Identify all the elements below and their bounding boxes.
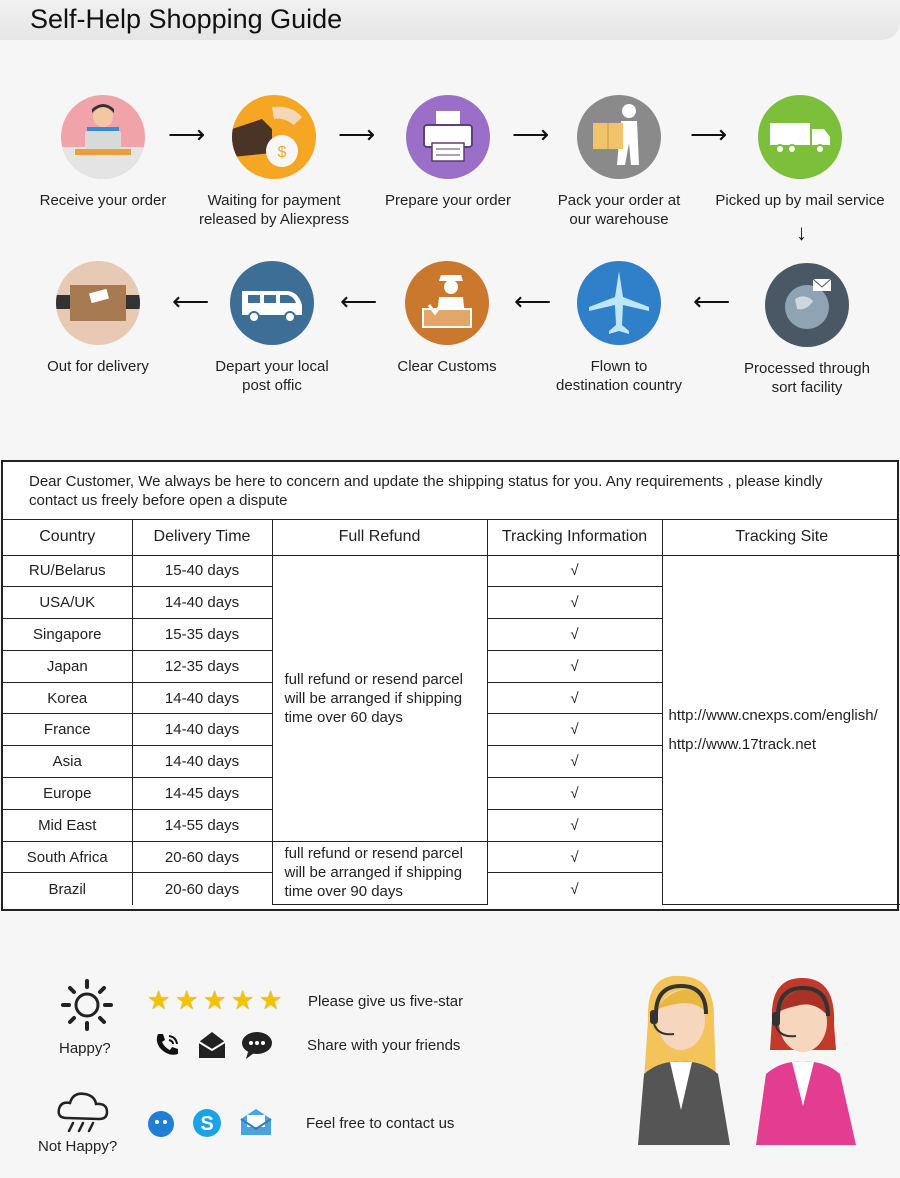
country-cell: France [3,714,132,746]
star-icon[interactable]: ★ [147,985,171,1015]
parcel-hands-icon [56,261,140,345]
arrow-left-icon: ⟵ [693,286,731,316]
customer-service-agents-illustration [630,970,870,1150]
header-full-refund: Full Refund [272,520,487,555]
step-receive-order [13,95,193,210]
delivery-time-cell: 14-40 days [132,587,272,619]
star-icon[interactable]: ★ [203,985,227,1015]
chat-icon[interactable] [240,1030,274,1065]
tracking-check-cell: √ [487,841,662,873]
arrow-right-icon: ⟶ [512,119,550,149]
email-envelope-icon[interactable] [239,1107,273,1142]
step-pack-order [529,95,709,229]
country-cell: South Africa [3,841,132,873]
header-country: Country [3,520,132,555]
step-label: Out for delivery [47,358,149,375]
shipping-table [3,520,900,905]
delivery-time-cell: 15-35 days [132,619,272,651]
arrow-down-icon: ↓ [796,220,807,245]
star-icon[interactable]: ★ [231,985,255,1015]
country-cell: Korea [3,682,132,714]
delivery-time-cell: 14-40 days [132,682,272,714]
van-icon [230,261,314,345]
step-label: Picked up by mail service [715,192,885,209]
step-label: Receive your order [39,192,167,209]
share-message: Share with your friends [307,1037,461,1054]
step-sort-facility [717,263,897,397]
step-label: Waiting for payment released by Aliexpress [198,192,350,228]
customs-officer-icon [405,261,489,345]
printer-icon [406,95,490,179]
tracking-check-cell: √ [487,650,662,682]
tracking-site-link[interactable]: http://www.17track.net [668,735,817,753]
step-label: Clear Customs [397,358,497,375]
feedback-section [0,960,900,1178]
country-cell: Mid East [3,809,132,841]
country-cell: Singapore [3,619,132,651]
header-tracking-site: Tracking Site [662,520,900,555]
delivery-time-cell: 14-55 days [132,809,272,841]
money-hand-icon [232,95,316,179]
tracking-check-cell: √ [487,809,662,841]
tracking-check-cell: √ [487,873,662,905]
not-happy-label: Not Happy? [38,1138,118,1155]
country-cell: RU/Belarus [3,555,132,587]
step-label: Flown to destination country [556,358,682,394]
country-cell: Brazil [3,873,132,905]
arrow-right-icon: ⟶ [690,119,728,149]
delivery-time-cell: 12-35 days [132,650,272,682]
step-flown [529,261,709,395]
customer-notice: Dear Customer, We always be here to concern and update the shipping status for you. Any requirements , please kindly contact us freely before open a dispute [3,462,897,520]
page-title: Self-Help Shopping Guide [30,4,343,34]
messenger-icon[interactable] [146,1108,176,1143]
delivery-time-cell: 15-40 days [132,555,272,587]
star-icon[interactable]: ★ [175,985,199,1015]
step-depart-post [182,261,362,395]
delivery-time-cell: 14-40 days [132,714,272,746]
tracking-check-cell: √ [487,714,662,746]
skype-icon[interactable] [191,1107,223,1144]
table-header-row [3,520,900,555]
table-row [3,555,900,587]
rain-cloud-icon [55,1088,111,1139]
happy-label: Happy? [59,1040,111,1057]
step-picked-up [710,95,890,210]
delivery-time-cell: 14-45 days [132,778,272,810]
step-label: Pack your order at our warehouse [557,192,681,228]
tracking-check-cell: √ [487,587,662,619]
shipping-table-box [1,460,899,911]
arrow-left-icon: ⟵ [514,286,552,316]
country-cell: Japan [3,650,132,682]
tracking-check-cell: √ [487,682,662,714]
title-bar [0,0,900,40]
step-label: Processed through sort facility [744,360,870,396]
country-cell: USA/UK [3,587,132,619]
delivery-time-cell: 20-60 days [132,841,272,873]
delivery-time-cell: 20-60 days [132,873,272,905]
mail-icon[interactable] [197,1030,227,1065]
header-tracking-information: Tracking Information [487,520,662,555]
box-worker-icon [577,95,661,179]
tracking-check-cell: √ [487,746,662,778]
step-prepare-order [358,95,538,210]
tracking-check-cell: √ [487,555,662,587]
step-label: Prepare your order [385,192,511,209]
refund-90-cell: full refund or resend parcel will be arranged if shipping time over 90 days [272,841,487,905]
header-delivery-time: Delivery Time [132,520,272,555]
arrow-left-icon: ⟵ [172,286,210,316]
contact-message: Feel free to contact us [306,1115,455,1132]
tracking-site-link[interactable]: http://www.cnexps.com/english/ [668,706,878,724]
tracking-sites-cell [662,555,900,905]
office-worker-icon [61,95,145,179]
five-star-message: Please give us five-star [308,993,464,1010]
country-cell: Asia [3,746,132,778]
delivery-time-cell: 14-40 days [132,746,272,778]
phone-icon[interactable] [152,1030,182,1065]
tracking-check-cell: √ [487,778,662,810]
truck-icon [758,95,842,179]
sun-icon [60,978,114,1037]
tracking-check-cell: √ [487,619,662,651]
step-out-for-delivery [8,261,188,376]
arrow-left-icon: ⟵ [340,286,378,316]
svg-text:S: S [200,1113,214,1135]
arrow-right-icon: ⟶ [168,119,206,149]
step-label: Depart your local post offic [215,358,329,394]
arrow-right-icon: ⟶ [338,119,376,149]
star-icon[interactable]: ★ [259,985,283,1015]
step-clear-customs [357,261,537,376]
country-cell: Europe [3,778,132,810]
refund-60-cell: full refund or resend parcel will be arranged if shipping time over 60 days [272,555,487,841]
airplane-icon [577,261,661,345]
globe-mail-icon [765,263,849,347]
svg-text:$: $ [277,144,287,161]
step-waiting-payment [184,95,364,229]
